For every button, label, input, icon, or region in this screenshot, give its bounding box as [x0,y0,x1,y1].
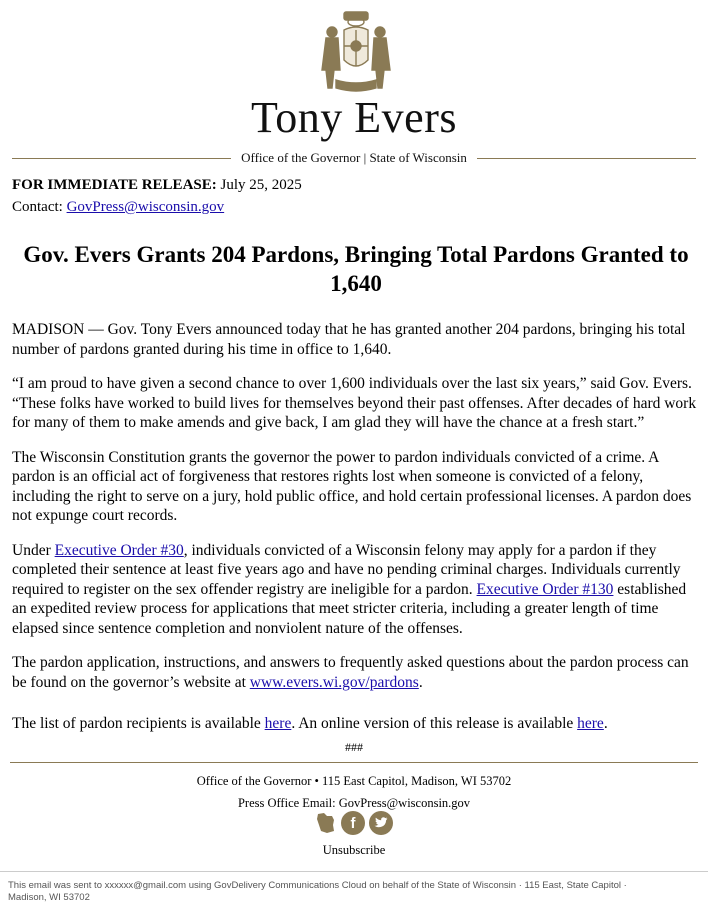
paragraph-4 [12,541,702,639]
paragraph-1: MADISON — Gov. Tony Evers announced today that he has granted another 204 pardons, bringing his total number of pardons granted during his time in office to 1,640. [12,321,686,358]
release-line [12,174,302,196]
release-meta [12,174,302,218]
divider [12,158,231,159]
twitter-icon[interactable] [369,811,393,835]
paragraph-6 [12,714,702,734]
header-name: Tony Evers [251,93,457,142]
text: The list of pardon recipients is available [12,715,265,732]
text: . [603,715,608,732]
paragraph-5 [12,653,702,692]
online-release-link[interactable]: here [577,715,604,732]
footer-divider [10,762,698,763]
headline: Gov. Evers Grants 204 Pardons, Bringing Total Pardons Granted to 1,640 [23,242,689,296]
footer [0,770,708,814]
article-body [12,320,702,749]
paragraph-2: “I am proud to have given a second chance to over 1,600 individuals over the last six years,” said Gov. Evers. “These folks have worked to build lives for themselves beyond their past offenses. After decades of hard work for many of them to make amends and give back, I am glad they will have the chance at a fresh start.” [12,375,697,431]
wisconsin-state-icon[interactable] [315,811,337,835]
wisconsin-seal-logo [310,8,402,98]
pardons-website-link[interactable]: www.evers.wi.gov/pardons [249,673,419,691]
divider [477,158,696,159]
footer-press-email: Press Office Email: GovPress@wisconsin.gov [237,796,471,810]
release-date: July 25, 2025 [220,177,302,193]
contact-email-link[interactable]: GovPress@wisconsin.gov [66,199,225,215]
footer-address: Office of the Governor • 115 East Capitol, Madison, WI 53702 [196,774,512,788]
delivery-disclaimer: This email was sent to xxxxxx@gmail.com using GovDelivery Communications Cloud on behalf of the State of Wisconsin · 115 East, State Capitol · Madison, WI 53702 [8,880,627,903]
header-subtitle: Office of the Governor | State of Wisconsin [241,150,467,165]
executive-order-30-link[interactable]: Executive Order #30 [54,541,184,559]
facebook-icon[interactable]: f [341,811,365,835]
header-rule [12,148,696,168]
release-label: FOR IMMEDIATE RELEASE: [12,177,217,193]
paragraph-3: The Wisconsin Constitution grants the governor the power to pardon individuals convicted of a crime. A pardon is an official act of forgiveness that restores rights lost when someone is convicted of a felony, including the right to serve on a jury, hold public office, and hold certain professional licenses. A pardon does not expunge court records. [12,448,692,524]
twitter-bird-glyph [374,817,388,829]
contact-label: Contact: [12,199,63,215]
bottom-divider [0,871,708,872]
executive-order-130-link[interactable]: Executive Order #130 [476,580,614,598]
end-mark: ### [345,740,363,754]
text: . An online version of this release is available [291,715,578,732]
contact-line [12,196,302,218]
unsubscribe-link[interactable]: Unsubscribe [322,843,386,857]
social-links [0,811,708,835]
text: established an expedited review process for applications that meet stricter criteria, including a greater length of time elapsed since sentence completion and nonviolent nature of the offenses. [12,580,687,637]
text: , individuals convicted of a Wisconsin felony may apply for a pardon if they completed their sentence at least five years ago and have no pending criminal charges. Individuals currently required to register on the sex offender registry are ineligible for a pardon. [12,541,681,598]
text: The pardon application, instructions, and answers to frequently asked questions about the pardon process can be found on the governor’s website at [12,654,689,691]
text: Under [12,541,55,559]
text: . [418,673,423,691]
pardon-list-link[interactable]: here [264,715,292,732]
